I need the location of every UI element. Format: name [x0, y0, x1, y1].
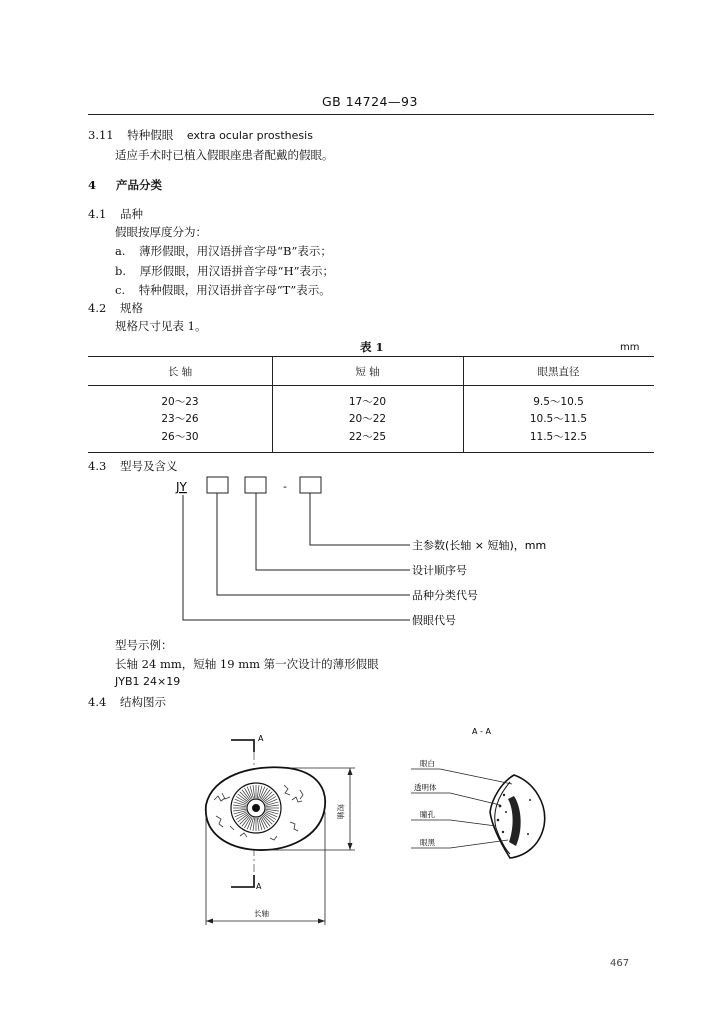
table-cell: 20～23: [161, 396, 199, 408]
section-title: 规格: [119, 301, 143, 315]
section-4-2-body: 规格尺寸见表 1。: [115, 319, 207, 333]
section-arrow-bottom: [231, 875, 254, 887]
section-number: 4.3: [88, 459, 107, 473]
table-cell: 22～25: [348, 431, 387, 443]
model-dash: -: [283, 480, 287, 493]
table-cell: 9.5～10.5: [533, 396, 584, 408]
table-cell: 26～30: [161, 431, 199, 443]
table-unit: mm: [620, 342, 640, 353]
model-prefix: JY: [176, 480, 187, 494]
section-view-title: A - A: [472, 727, 491, 736]
long-axis-label: 长轴: [254, 909, 269, 918]
list-marker: a.: [115, 244, 126, 258]
section-title: 结构图示: [119, 695, 166, 709]
label-variety-code: 品种分类代号: [412, 589, 478, 602]
front-view: [206, 734, 355, 925]
page-number: 467: [610, 958, 630, 969]
section-arrow-top: [231, 740, 254, 752]
table-header-long-axis: 长 轴: [167, 366, 193, 378]
part-label-pupil: 瞳孔: [420, 810, 435, 819]
part-label-iris: 眼黑: [420, 838, 435, 847]
section-title: 品种: [119, 207, 143, 221]
dim-arrow: [206, 919, 213, 924]
model-example-code: JYB1 24×19: [115, 675, 181, 688]
section-number: 4.2: [88, 301, 107, 315]
part-label-transparent-body: 透明体: [414, 783, 437, 792]
section-number: 4.4: [88, 695, 107, 709]
section-3-11-body: 适应手术时已植入假眼座患者配戴的假眼。: [115, 148, 334, 162]
section-title: 产品分类: [116, 178, 163, 192]
model-example-description: 长轴 24 mm，短轴 19 mm 第一次设计的薄形假眼: [115, 657, 379, 671]
list-text: 厚形假眼，用汉语拼音字母“H”表示；: [139, 264, 334, 278]
table-cell: 23～26: [161, 413, 199, 425]
label-main-parameter: 主参数(长轴 × 短轴)，mm: [412, 539, 547, 552]
pupil: [252, 804, 260, 812]
table-cell: 20～22: [348, 413, 387, 425]
section-title-english: extra ocular prosthesis: [186, 129, 313, 142]
table-header-short-axis: 短 轴: [355, 366, 380, 378]
section-title: 特种假眼: [127, 128, 174, 142]
label-design-sequence: 设计顺序号: [412, 564, 467, 577]
dim-arrow: [318, 919, 325, 924]
section-view: [411, 727, 545, 858]
short-axis-label: 短轴: [336, 804, 345, 819]
section-mark-bottom: A: [256, 882, 262, 891]
section-4-1-intro: 假眼按厚度分为：: [115, 225, 207, 239]
list-marker: c.: [115, 283, 126, 297]
table-header-iris-diameter: 眼黑直径: [537, 366, 580, 378]
section-number: 4.1: [88, 207, 107, 221]
dim-arrow: [348, 768, 353, 775]
list-marker: b.: [115, 264, 127, 278]
list-text: 特种假眼，用汉语拼音字母“T”表示。: [138, 283, 331, 297]
standard-code: GB 14724—93: [322, 94, 418, 109]
model-example-title: 型号示例：: [115, 638, 173, 652]
table-cell: 11.5～12.5: [529, 431, 588, 443]
part-label-sclera: 眼白: [420, 759, 435, 768]
section-mark-top: A: [258, 734, 264, 743]
label-prosthesis-code: 假眼代号: [412, 614, 456, 627]
table-cell: 17～20: [348, 396, 387, 408]
section-number: 3.11: [88, 128, 114, 142]
section-title: 型号及含义: [119, 459, 178, 473]
table-cell: 10.5～11.5: [529, 413, 588, 425]
list-text: 薄形假眼，用汉语拼音字母“B”表示；: [139, 244, 332, 258]
section-number: 4: [88, 178, 97, 192]
dim-arrow: [348, 843, 353, 850]
table-caption: 表 1: [360, 340, 384, 354]
